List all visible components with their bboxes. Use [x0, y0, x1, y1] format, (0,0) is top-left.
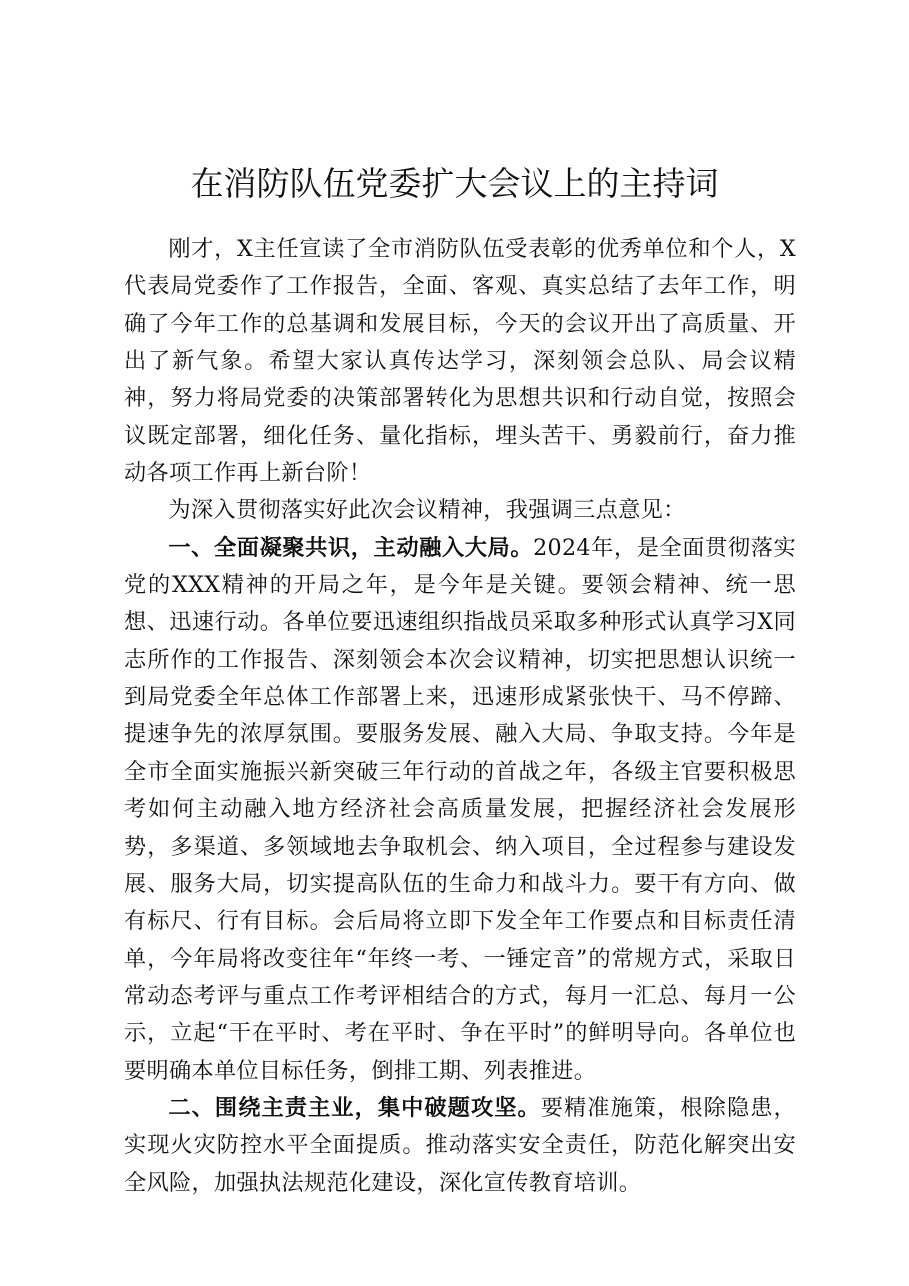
- document-body: [124, 231, 796, 1202]
- paragraph-opening: [124, 231, 796, 492]
- paragraph-opening-text: 刚才，X主任宣读了全市消防队伍受表彰的优秀单位和个人，X代表局党委作了工作报告，全面、客观、真实总结了去年工作，明确了今年工作的总基调和发展目标，今天的会议开出了高质量、开出了新气象。希望大家认真传达学习，深刻领会总队、局会议精神，努力将局党委的决策部署转化为思想共识和行动自觉，按照会议既定部署，细化任务、量化指标，埋头苦干、勇毅前行，奋力推动各项工作再上新台阶！: [124, 236, 796, 487]
- point-one-heading: 一、全面凝聚共识，主动融入大局。: [168, 534, 534, 561]
- point-two-heading: 二、围绕主责主业，集中破题攻坚。: [168, 1094, 541, 1121]
- paragraph-point-two: [124, 1090, 796, 1202]
- point-two-text: 要精准施策，根除隐患，实现火灾防控水平全面提质。推动落实安全责任，防范化解突出安全风险，加强执法规范化建设，深化宣传教育培训。: [124, 1094, 796, 1196]
- paragraph-point-one: [124, 530, 796, 1090]
- point-one-text: 2024年，是全面贯彻落实党的XXX精神的开局之年，是今年是关键。要领会精神、统一思想、迅速行动。各单位要迅速组织指战员采取多种形式认真学习X同志所作的工作报告、深刻领会本次会议精神，切实把思想认识统一到局党委全年总体工作部署上来，迅速形成紧张快干、马不停蹄、提速争先的浓厚氛围。要服务发展、融入大局、争取支持。今年是全市全面实施振兴新突破三年行动的首战之年，各级主官要积极思考如何主动融入地方经济社会高质量发展，把握经济社会发展形势，多渠道、多领域地去争取机会、纳入项目，全过程参与建设发展、服务大局，切实提高队伍的生命力和战斗力。要干有方向、做有标尺、行有目标。会后局将立即下发全年工作要点和目标责任清单，今年局将改变往年“年终一考、一锤定音”的常规方式，采取日常动态考评与重点工作考评相结合的方式，每月一汇总、每月一公示，立起“干在平时、考在平时、争在平时”的鲜明导向。各单位也要明确本单位目标任务，倒排工期、列表推进。: [124, 534, 796, 1084]
- paragraph-intro: [124, 492, 796, 529]
- document-title: 在消防队伍党委扩大会议上的主持词: [190, 164, 719, 203]
- paragraph-intro-text: 为深入贯彻落实好此次会议精神，我强调三点意见：: [168, 497, 686, 524]
